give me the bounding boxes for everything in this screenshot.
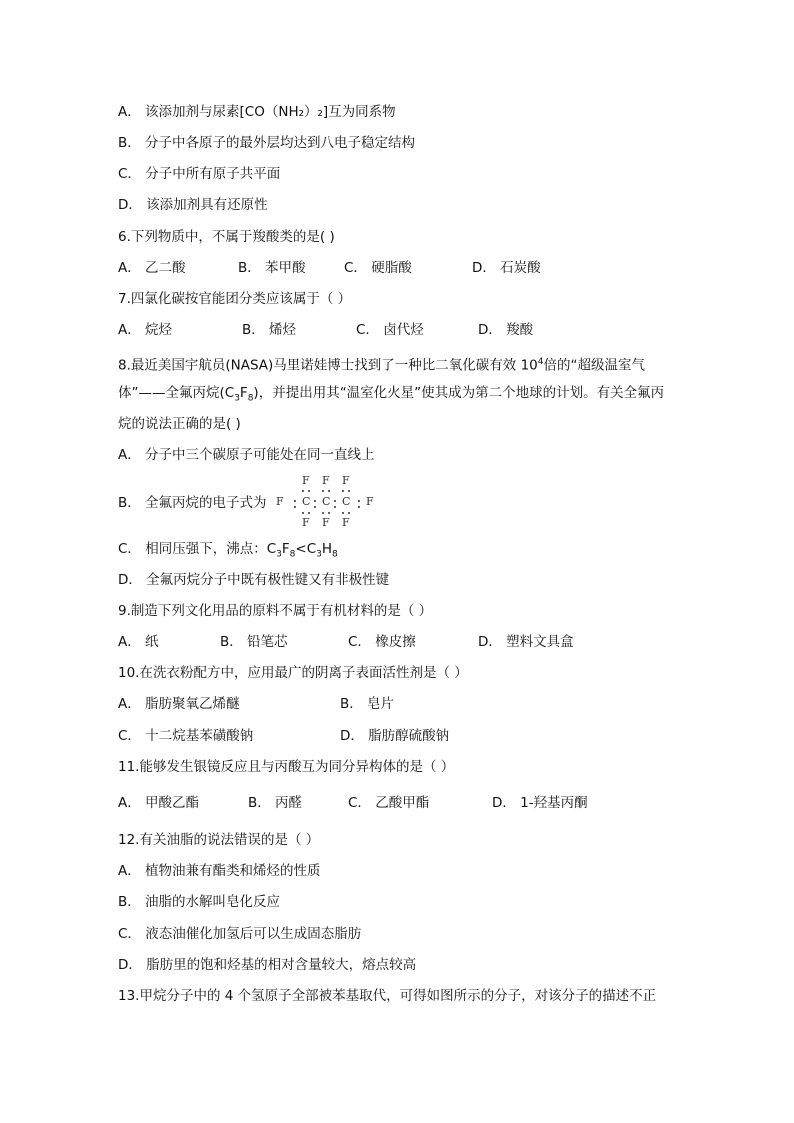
q6-option-c: C． 硬脂酸 bbox=[344, 260, 412, 276]
q8-option-a: A． 分子中三个碳原子可能处在同一直线上 bbox=[118, 447, 375, 463]
ed-atom: F bbox=[322, 474, 330, 487]
electron-dot bbox=[322, 490, 324, 492]
q12-option-c: C． 液态油催化加氢后可以生成固态脂肪 bbox=[118, 926, 362, 942]
q8-option-b: B． 全氟丙烷的电子式为 bbox=[118, 495, 267, 511]
q8-stem-part: F bbox=[239, 385, 248, 401]
q8-c-part: H bbox=[321, 541, 333, 557]
q8-c-sub: 3 bbox=[276, 549, 282, 560]
q8-stem-part: 倍的“超级温室气 bbox=[543, 357, 646, 374]
electron-dot bbox=[308, 490, 310, 492]
electron-dot bbox=[294, 500, 296, 502]
q13-stem: 13.甲烷分子中的 4 个氢原子全部被苯基取代，可得如图所示的分子，对该分子的描述不正 bbox=[118, 988, 657, 1004]
q8-superscript: 4 bbox=[537, 357, 544, 367]
q8-stem-line1 bbox=[118, 352, 645, 376]
q8-c-part: <C bbox=[295, 541, 317, 557]
electron-dot bbox=[342, 512, 344, 514]
ed-atom: C bbox=[322, 495, 331, 508]
electron-dot bbox=[322, 512, 324, 514]
electron-dot bbox=[348, 512, 350, 514]
q7-option-d: D． 羧酸 bbox=[478, 322, 534, 338]
q9-stem: 9.制造下列文化用品的原料不属于有机材料的是（ ） bbox=[118, 603, 433, 619]
electron-dot bbox=[334, 506, 336, 508]
electron-dot bbox=[358, 506, 360, 508]
ed-atom: F bbox=[322, 516, 330, 529]
q5-option-d: D． 该添加剂具有还原性 bbox=[118, 197, 268, 213]
q6-option-a: A． 乙二酸 bbox=[118, 260, 186, 276]
ed-atom: F bbox=[366, 495, 374, 508]
ed-atom: F bbox=[302, 474, 310, 487]
q10-stem: 10.在洗衣粉配方中，应用最广的阴离子表面活性剂是（ ） bbox=[118, 665, 468, 681]
q6-option-d: D． 石炭酸 bbox=[472, 260, 541, 276]
ed-atom: F bbox=[342, 474, 350, 487]
q9-option-d: D． 塑料文具盒 bbox=[478, 634, 574, 650]
q6-stem: 6.下列物质中，不属于羧酸类的是( ) bbox=[118, 229, 335, 245]
q10-option-b: B． 皂片 bbox=[340, 696, 395, 712]
q8-stem-part: 体”——全氟丙烷(C bbox=[118, 385, 235, 401]
electron-dot bbox=[308, 512, 310, 514]
q10-option-a: A． 脂肪聚氧乙烯醚 bbox=[118, 696, 240, 712]
q11-stem: 11.能够发生银镜反应且与丙酸互为同分异构体的是（ ） bbox=[118, 759, 455, 775]
q8-c-sub: 8 bbox=[289, 549, 296, 560]
q8-c-part: F bbox=[281, 541, 290, 557]
q8-subscript: 8 bbox=[247, 393, 254, 404]
q8-stem-part: )，并提出用其“温室化火星”使其成为第二个地球的计划。有关全氟丙 bbox=[253, 385, 665, 401]
ed-atom: F bbox=[276, 495, 284, 508]
q7-option-a: A． 烷烃 bbox=[118, 322, 173, 338]
ed-atom: F bbox=[342, 516, 350, 529]
electron-dot bbox=[314, 500, 316, 502]
q7-stem: 7.四氯化碳按官能团分类应该属于（ ） bbox=[118, 291, 352, 307]
q8-stem-part: 8.最近美国宇航员(NASA)马里诺娃博士找到了一种比二氧化碳有效 10 bbox=[118, 357, 538, 374]
q5-option-a: A． 该添加剂与尿素[CO（NH₂）₂]互为同系物 bbox=[118, 104, 396, 120]
q9-option-a: A． 纸 bbox=[118, 634, 159, 650]
electron-dot bbox=[328, 490, 330, 492]
ed-atom: C bbox=[302, 495, 311, 508]
electron-dot bbox=[302, 490, 304, 492]
electron-dot bbox=[328, 512, 330, 514]
q12-option-d: D． 脂肪里的饱和烃基的相对含量较大，熔点较高 bbox=[118, 957, 417, 973]
q8-stem-line2 bbox=[118, 383, 664, 409]
ed-atom: C bbox=[342, 495, 351, 508]
q11-option-d: D． 1-羟基丙酮 bbox=[492, 795, 588, 811]
electron-dot bbox=[302, 512, 304, 514]
q8-c-sub: 3 bbox=[316, 549, 322, 560]
electron-dot-formula bbox=[276, 474, 376, 530]
q8-option-d: D． 全氟丙烷分子中既有极性键又有非极性键 bbox=[118, 572, 390, 588]
q7-option-b: B． 烯烃 bbox=[242, 322, 297, 338]
q7-option-c: C． 卤代烃 bbox=[356, 322, 424, 338]
q8-c-sub: 8 bbox=[332, 549, 338, 560]
electron-dot bbox=[334, 500, 336, 502]
q12-stem: 12.有关油脂的说法错误的是（ ） bbox=[118, 832, 320, 848]
electron-dot bbox=[294, 506, 296, 508]
electron-dot bbox=[342, 490, 344, 492]
q12-option-b: B． 油脂的水解叫皂化反应 bbox=[118, 894, 281, 910]
electron-dot bbox=[348, 490, 350, 492]
q9-option-b: B． 铅笔芯 bbox=[220, 634, 288, 650]
q9-option-c: C． 橡皮擦 bbox=[348, 634, 416, 650]
q11-option-b: B． 丙醛 bbox=[248, 795, 303, 811]
q8-option-c bbox=[118, 539, 338, 565]
electron-dot bbox=[358, 500, 360, 502]
q10-option-d: D． 脂肪醇硫酸钠 bbox=[340, 728, 450, 744]
q11-option-c: C． 乙酸甲酯 bbox=[348, 795, 430, 811]
q5-option-b: B． 分子中各原子的最外层均达到八电子稳定结构 bbox=[118, 135, 416, 151]
q8-subscript: 3 bbox=[234, 393, 240, 404]
electron-dot bbox=[314, 506, 316, 508]
q10-option-c: C． 十二烷基苯磺酸钠 bbox=[118, 728, 254, 744]
q8-stem-line3: 烷的说法正确的是( ) bbox=[118, 416, 241, 432]
q11-option-a: A． 甲酸乙酯 bbox=[118, 795, 200, 811]
ed-atom: F bbox=[302, 516, 310, 529]
q8-c-part: C． 相同压强下，沸点：C bbox=[118, 541, 277, 557]
q6-option-b: B． 苯甲酸 bbox=[238, 260, 306, 276]
q5-option-c: C． 分子中所有原子共平面 bbox=[118, 166, 281, 182]
q12-option-a: A． 植物油兼有酯类和烯烃的性质 bbox=[118, 863, 321, 879]
